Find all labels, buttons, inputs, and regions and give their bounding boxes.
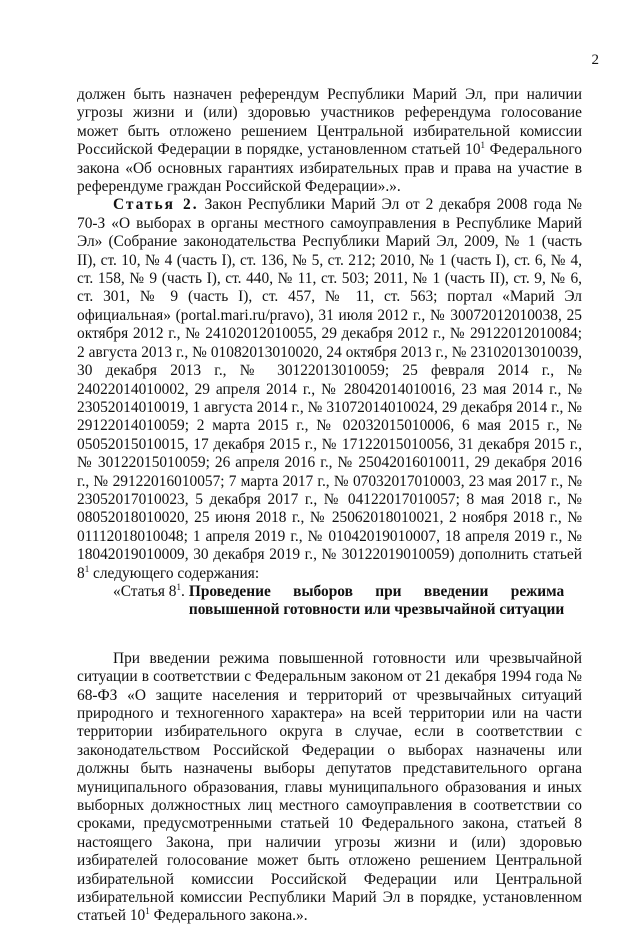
article-8-1-tail: Федерального закона.».: [149, 907, 308, 925]
paragraph-referendum-text: должен быть назначен референдум Республики Марий Эл, при наличии угрозы жизни и (или) здоровью участников референдума голосование может быть отложено решением Центральной избирательной комиссии Российской Федерации в порядке, установленном статьей 10: [77, 86, 582, 159]
superscript: 1: [480, 140, 486, 151]
paragraph-referendum-tail: Федерального закона «Об основных гарантиях избирательных прав и права на участие в референдуме граждан Российской Федерации».».: [77, 141, 583, 196]
paragraph-referendum: [77, 86, 582, 196]
article-8-1-title-line2: повышенной готовности или чрезвычайной ситуации: [188, 601, 565, 619]
article-8-1-title: [185, 583, 564, 620]
superscript: 1: [84, 563, 90, 574]
article-8-1-lead: «Статья $8^1$.: [113, 581, 185, 600]
spacer: [77, 620, 582, 650]
article-2-title: Статья 2.: [113, 196, 199, 214]
superscript: 1: [145, 906, 150, 917]
page-number: 2: [591, 52, 599, 68]
article-8-1-text: При введении режима повышенной готовности или чрезвычайной ситуации в соответствии с Федеральным законом от 21 декабря 1994 года № 68-ФЗ «О защите населения и территорий от чрезвычайных ситуаций природного и техногенного характера» на всей территории или на части территории избирательного округа в случае, если в соответствии с законодательством Российской Федерации о выборах назначены или должны быть назначены выборы депутатов представительного органа муниципального образования, главы муниципального образования и иных выборных должностных лиц местного самоуправления в соответствии со сроками, предусмотренными статьей 10 Федерального закона, статьей 8 настоящего Закона, при наличии угрозы жизни и (или) здоровью избирателей голосование может быть отложено решением Центральной избирательной комиссии Российской Федерации или Центральной избирательной комиссии Республики Марий Эл в порядке, установленном статьей 10: [77, 649, 582, 925]
article-8-1-title-line1: Проведение выборов при введении режима: [188, 582, 565, 600]
article-8-1-heading: [77, 583, 582, 620]
article-2-body: Закон Республики Марий Эл от 2 декабря 2008 года № 70-З «О выборах в органы местного самоуправления в Республике Марий Эл» (Собрание законодательства Республики Марий Эл, 2009, № 1 (часть II), ст. 10, № 4 (часть I), ст. 136, № 5, ст. 212; 2010, № 1 (часть I), ст. 6, № 4, ст. 158, № 9 (часть I), ст. 440, № 11, ст. 503; 2011, № 1 (часть II), ст. 9, № 6, ст. 301, № 9 (часть I), ст. 457, № 11, ст. 563; портал «Марий Эл официальная» (portal.mari.ru/pravo), 31 июля 2012 г., № 30072012010038, 25 октября 2012 г., № 24102012010055, 29 декабря 2012 г., № 29122012010084; 2 августа 2013 г., № 01082013010020, 24 октября 2013 г., № 23102013010039, 30 декабря 2013 г., № 30122013010059; 25 февраля 2014 г., № 24022014010002, 29 апреля 2014 г., № 28042014010016, 23 мая 2014 г., № 23052014010019, 1 августа 2014 г., № 31072014010024, 29 декабря 2014 г., № 29122014010059; 2 марта 2015 г., № 02032015010006, 6 мая 2015 г., № 05052015010015, 17 декабря 2015 г., № 17122015010056, 31 декабря 2015 г., № 30122015010059; 26 апреля 2016 г., № 25042016010011, 29 декабря 2016 г., № 29122016010057; 7 марта 2017 г., № 07032017010003, 23 мая 2017 г., № 23052017010023, 5 декабря 2017 г., № 04122017010057; 8 мая 2018 г., № 08052018010020, 25 июня 2018 г., № 25062018010021, 2 ноября 2018 г., № 01112018010048; 1 апреля 2019 г., № 01042019010007, 18 апреля 2019 г., № 18042019010009, 30 декабря 2019 г., № 30122019010059) дополнить статьей 8: [77, 196, 582, 582]
article-2-paragraph: [77, 196, 582, 583]
document-body: [77, 86, 582, 926]
superscript: 1: [176, 581, 181, 592]
article-8-1-paragraph: [77, 650, 582, 926]
article-2-body-tail: следующего содержания:: [89, 564, 260, 582]
